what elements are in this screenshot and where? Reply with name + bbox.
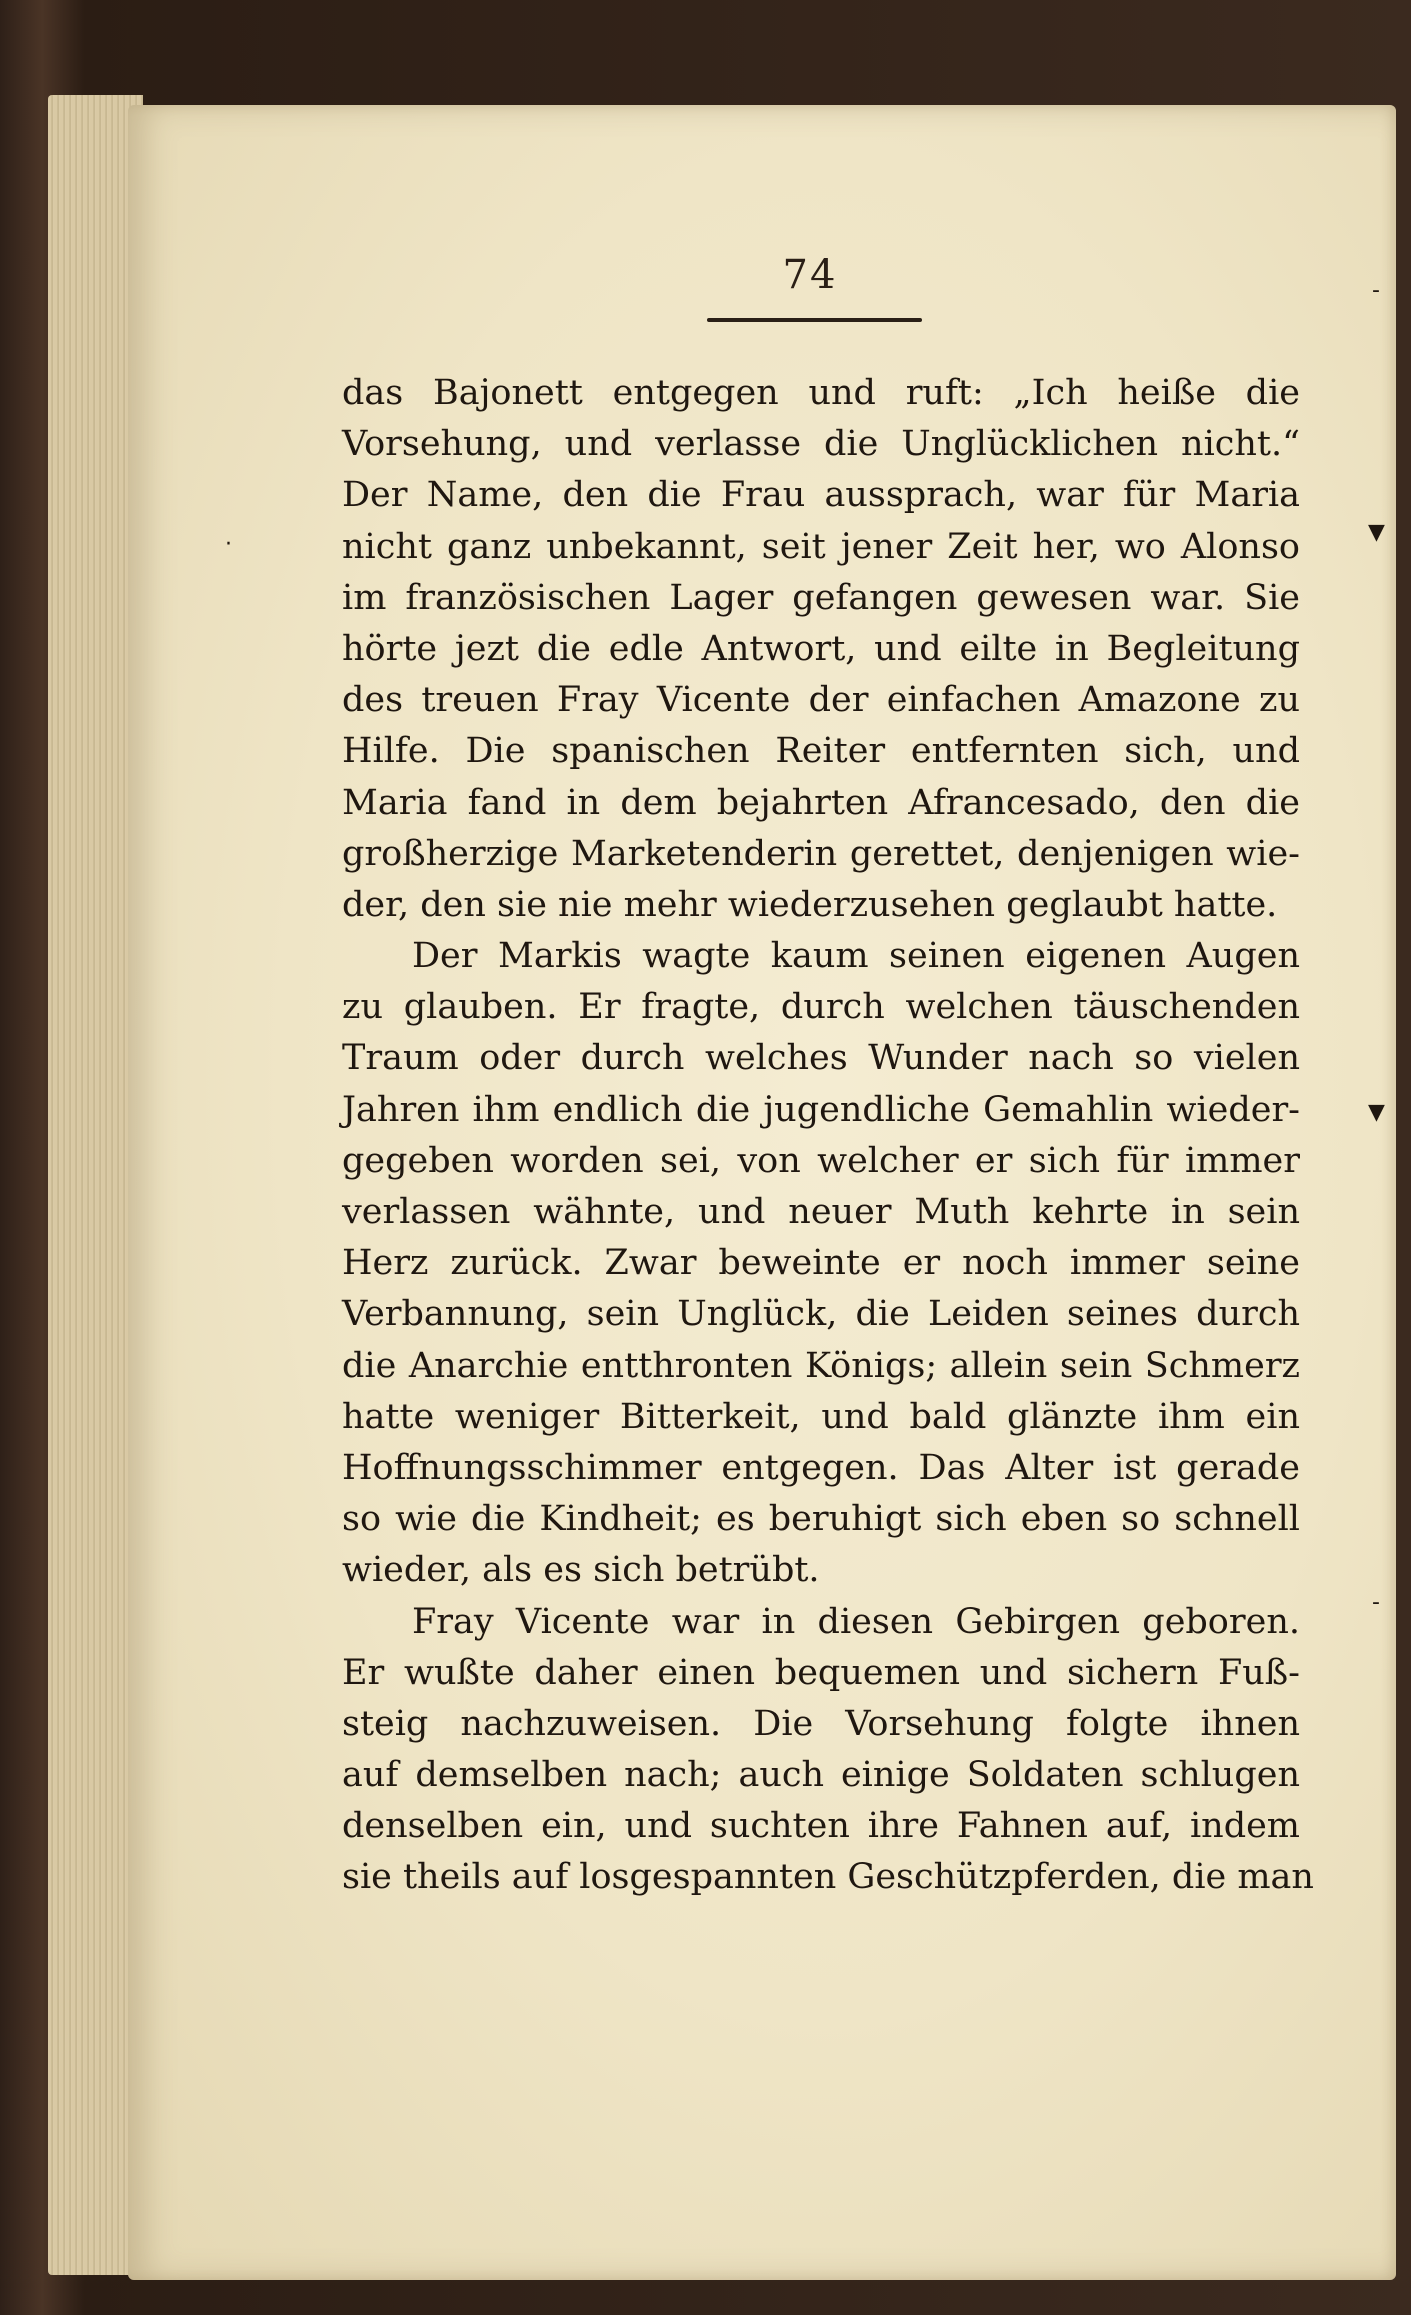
- text-line: des treuen Fray Vicente der einfachen Amazone zu: [342, 680, 1300, 721]
- text-line: hatte weniger Bitterkeit, und bald glänzte ihm ein: [342, 1396, 1300, 1437]
- text-line: Der Name, den die Frau aussprach, war für Maria: [342, 475, 1300, 516]
- margin-mark: -: [1372, 278, 1380, 303]
- text-line: so wie die Kindheit; es beruhigt sich eben so schnell: [342, 1499, 1300, 1540]
- body-text: [342, 368, 1314, 1904]
- header-rule: [707, 318, 922, 322]
- text-line: zu glauben. Er fragte, durch welchen täuschenden: [342, 987, 1300, 1028]
- text-line: Hoffnungsschimmer entgegen. Das Alter ist gerade: [342, 1447, 1300, 1488]
- text-line: verlassen wähnte, und neuer Muth kehrte in sein: [342, 1192, 1300, 1232]
- margin-mark: -: [1372, 1590, 1380, 1615]
- text-line: auf demselben nach; auch einige Soldaten schlugen: [342, 1755, 1300, 1796]
- margin-mark: ▼: [1368, 1100, 1385, 1125]
- text-line: der, den sie nie mehr wiederzusehen geglaubt hatte.: [342, 884, 1278, 925]
- text-line: sie theils auf losgespannten Geschützpferden, die man: [342, 1857, 1314, 1898]
- text-line: steig nachzuweisen. Die Vorsehung folgte ihnen: [342, 1703, 1300, 1744]
- text-line: Herz zurück. Zwar beweinte er noch immer seine: [342, 1243, 1300, 1284]
- text-line: gegeben worden sei, von welcher er sich für immer: [342, 1140, 1300, 1181]
- text-line: Vorsehung, und verlasse die Unglücklichen nicht.“: [342, 424, 1300, 465]
- margin-mark: ▼: [1368, 520, 1385, 545]
- text-line: Er wußte daher einen bequemen und sichern Fuß-: [342, 1652, 1300, 1693]
- text-line: nicht ganz unbekannt, seit jener Zeit her, wo Alonso: [342, 526, 1300, 567]
- text-line: Fray Vicente war in diesen Gebirgen geboren.: [412, 1601, 1300, 1642]
- text-line: Hilfe. Die spanischen Reiter entfernten sich, und: [342, 731, 1300, 772]
- text-line: im französischen Lager gefangen gewesen war. Sie: [342, 577, 1300, 618]
- text-line: Maria fand in dem bejahrten Afrancesado, den die: [342, 782, 1300, 823]
- text-line: wieder, als es sich betrübt.: [342, 1550, 820, 1591]
- text-line: die Anarchie entthronten Königs; allein sein Schmerz: [342, 1345, 1300, 1386]
- text-line: Verbannung, sein Unglück, die Leiden seines durch: [342, 1294, 1300, 1335]
- text-line: das Bajonett entgegen und ruft: „Ich heiße die: [342, 373, 1300, 413]
- text-line: Der Markis wagte kaum seinen eigenen Augen: [412, 936, 1300, 977]
- page-number: 74: [782, 252, 838, 298]
- margin-mark: ·: [225, 532, 232, 557]
- text-line: denselben ein, und suchten ihre Fahnen auf, indem: [342, 1806, 1300, 1847]
- text-line: hörte jezt die edle Antwort, und eilte in Begleitung: [342, 628, 1300, 669]
- text-line: Jahren ihm endlich die jugendliche Gemahlin wieder-: [342, 1089, 1300, 1130]
- text-line: Traum oder durch welches Wunder nach so vielen: [342, 1038, 1300, 1079]
- text-line: großherzige Marketenderin gerettet, denjenigen wie-: [342, 833, 1300, 874]
